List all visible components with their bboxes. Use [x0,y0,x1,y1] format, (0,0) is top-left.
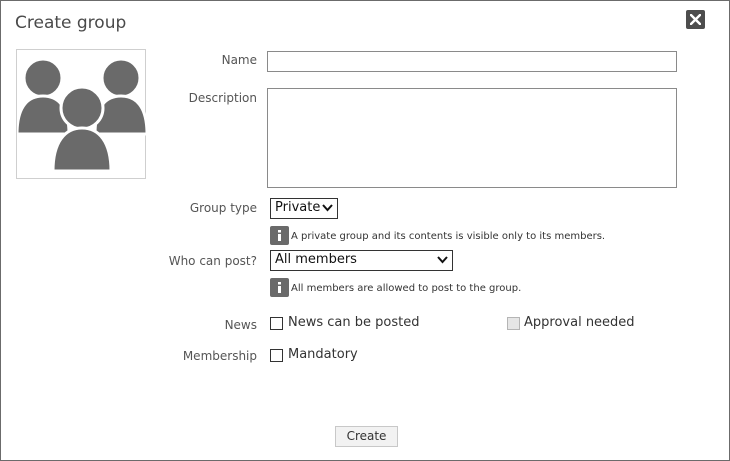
name-input[interactable] [267,51,677,72]
create-button[interactable]: Create [335,426,398,447]
group-type-value: Private [275,200,321,215]
group-type-hint: A private group and its contents is visible only to its members. [291,231,606,242]
group-type-label: Group type [189,201,257,215]
dialog-title: Create group [15,13,127,33]
mandatory-checkbox-label[interactable]: Mandatory [288,347,358,362]
chevron-down-icon [437,256,448,264]
name-label: Name [221,53,257,67]
group-avatar[interactable] [16,49,146,179]
description-textarea[interactable] [267,88,677,188]
who-can-post-label: Who can post? [168,254,257,268]
close-icon [690,14,701,25]
news-checkbox-label[interactable]: News can be posted [288,315,420,330]
chevron-down-icon [322,204,333,212]
who-can-post-hint: All members are allowed to post to the group. [291,283,522,294]
who-can-post-select[interactable] [270,250,453,271]
mandatory-checkbox[interactable] [270,349,283,362]
group-avatar-icon [17,50,147,180]
who-can-post-value: All members [275,252,357,267]
info-icon [270,226,289,245]
approval-checkbox-label: Approval needed [524,315,635,330]
membership-label: Membership [182,349,257,363]
news-label: News [224,318,257,332]
news-checkbox[interactable] [270,317,283,330]
description-label: Description [188,91,257,105]
group-type-select[interactable] [270,198,338,219]
info-icon [270,278,289,297]
close-button[interactable] [686,10,705,29]
approval-checkbox [507,317,520,330]
